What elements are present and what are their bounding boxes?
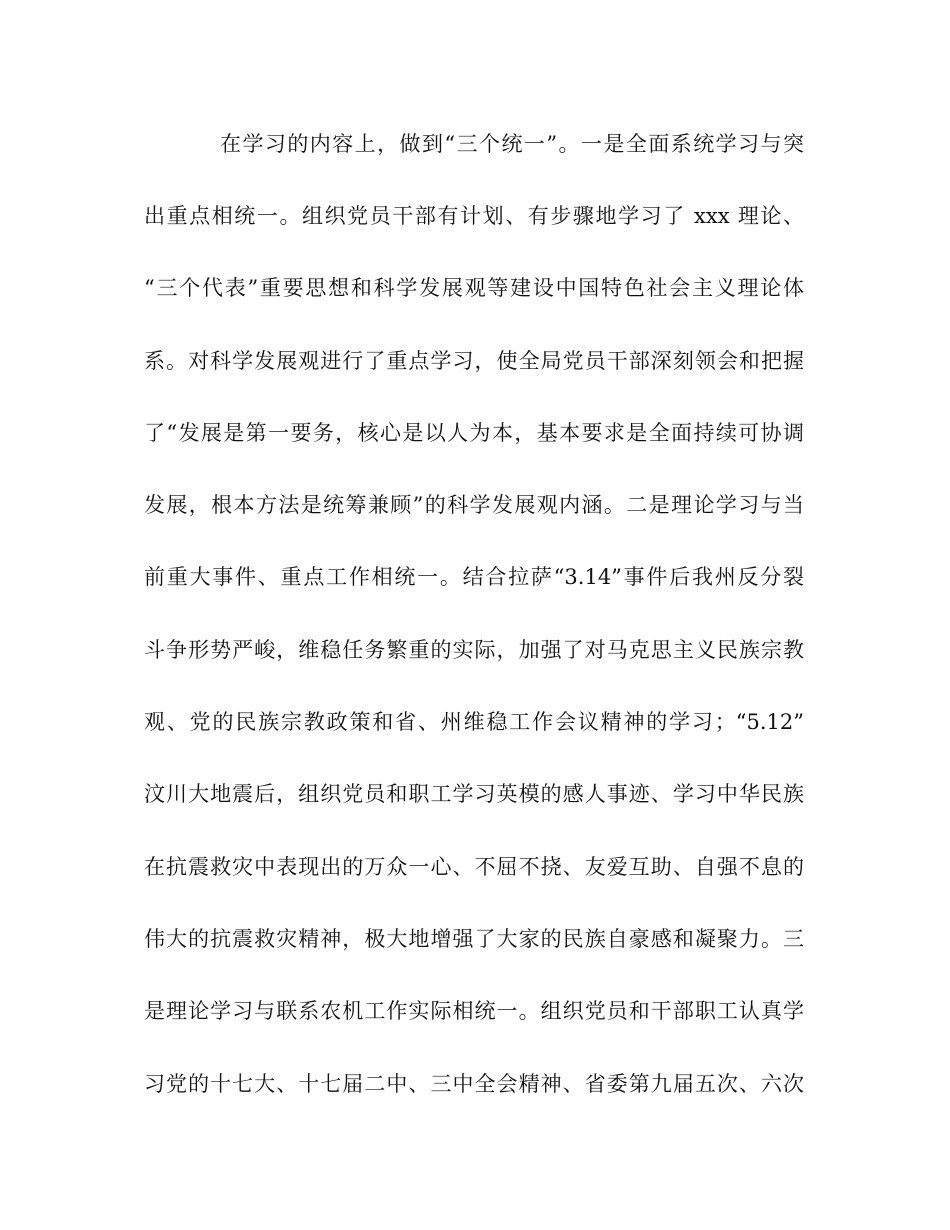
paragraph-line: 前重大事件、重点工作相统一。结合拉萨“3.14”事件后我州反分裂	[144, 565, 804, 589]
paragraph-line: 在抗震救灾中表现出的万众一心、不屈不挠、友爱互助、自强不息的	[144, 855, 804, 879]
paragraph-line: 汶川大地震后，组织党员和职工学习英模的感人事迹、学习中华民族	[144, 782, 804, 806]
paragraph-line: 观、党的民族宗教政策和省、州维稳工作会议精神的学习；“5.12”	[144, 710, 804, 734]
paragraph-line: 斗争形势严峻，维稳任务繁重的实际，加强了对马克思主义民族宗教	[144, 638, 804, 662]
paragraph-line: 出重点相统一。组织党员干部有计划、有步骤地学习了 xxx 理论、	[144, 204, 804, 228]
paragraph-line: 发展，根本方法是统筹兼顾”的科学发展观内涵。二是理论学习与当	[144, 493, 804, 517]
paragraph-line: 了“发展是第一要务，核心是以人为本，基本要求是全面持续可协调	[144, 421, 804, 445]
paragraph-line: 伟大的抗震救灾精神，极大地增强了大家的民族自豪感和凝聚力。三	[144, 927, 804, 951]
paragraph-line: 习党的十七大、十七届二中、三中全会精神、省委第九届五次、六次	[144, 1072, 804, 1096]
paragraph-line: 在学习的内容上，做到“三个统一”。一是全面系统学习与突	[220, 132, 804, 156]
paragraph-line: 系。对科学发展观进行了重点学习，使全局党员干部深刻领会和把握	[144, 349, 804, 373]
paragraph-line: “三个代表”重要思想和科学发展观等建设中国特色社会主义理论体	[144, 276, 804, 300]
paragraph-line: 是理论学习与联系农机工作实际相统一。组织党员和干部职工认真学	[144, 999, 804, 1023]
